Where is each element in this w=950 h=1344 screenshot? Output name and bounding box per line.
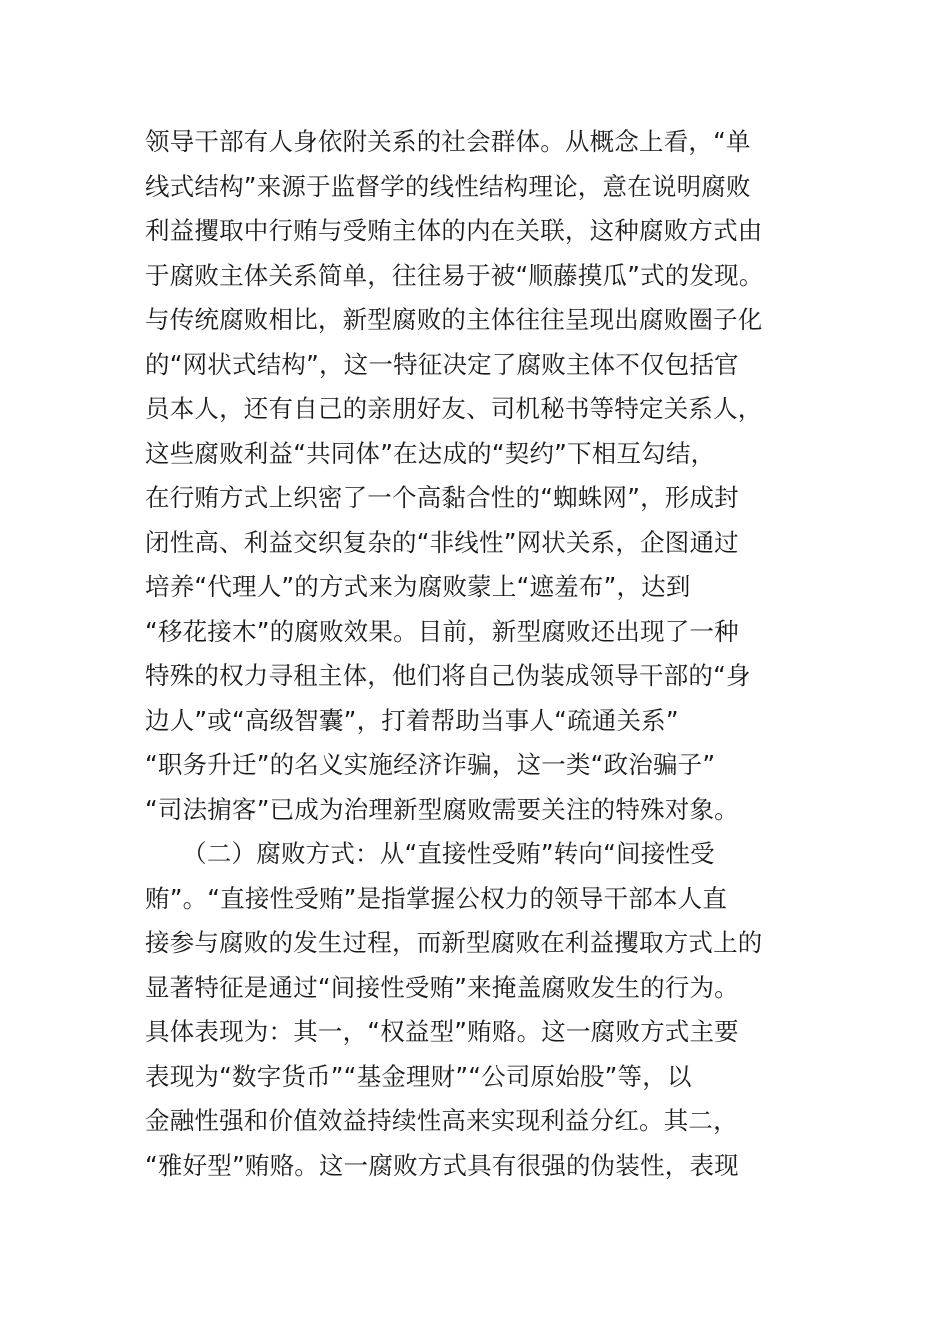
text-line: “移花接木”的腐败效果。目前，新型腐败还出现了一种 [145, 616, 739, 646]
text-line: 贿”。“直接性受贿”是指掌握公权力的领导干部本人直 [145, 883, 728, 913]
text-line: “司法掮客”已成为治理新型腐败需要关注的特殊对象。 [145, 794, 739, 824]
text-line: 利益攫取中行贿与受贿主体的内在关联，这种腐败方式由 [145, 216, 763, 245]
text-line: 培养“代理人”的方式来为腐败蒙上“遮羞布”，达到 [145, 572, 691, 601]
text-line: 具体表现为：其一，“权益型”贿赂。这一腐败方式主要 [145, 1017, 739, 1046]
text-line: “雅好型”贿赂。这一腐败方式具有很强的伪装性，表现 [145, 1150, 739, 1180]
text-line: 接参与腐败的发生过程，而新型腐败在利益攫取方式上的 [145, 928, 763, 957]
text-line: 线式结构”来源于监督学的线性结构理论，意在说明腐败 [145, 171, 751, 201]
body-text [145, 120, 805, 1188]
text-line: 的“网状式结构”，这一特征决定了腐败主体不仅包括官 [145, 349, 739, 379]
text-line: 闭性高、利益交织复杂的“非线性”网状关系，企图通过 [145, 527, 739, 557]
text-line: 边人”或“高级智囊”，打着帮助当事人“疏通关系” [145, 705, 679, 735]
text-line: 领导干部有人身依附关系的社会群体。从概念上看，“单 [145, 127, 751, 156]
text-line: 显著特征是通过“间接性受贿”来掩盖腐败发生的行为。 [145, 972, 739, 1002]
text-line: 与传统腐败相比，新型腐败的主体往往呈现出腐败圈子化 [145, 305, 763, 334]
text-line: 这些腐败利益“共同体”在达成的“契约”下相互勾结， [145, 438, 716, 468]
text-line: 表现为“数字货币”“基金理财”“公司原始股”等，以 [145, 1061, 692, 1091]
text-line: 金融性强和价值效益持续性高来实现利益分红。其二， [145, 1106, 738, 1135]
section-heading-line: （二）腐败方式：从“直接性受贿”转向“间接性受 [145, 839, 715, 868]
text-line: 在行贿方式上织密了一个高黏合性的“蜘蛛网”，形成封 [145, 483, 739, 512]
text-line: 特殊的权力寻租主体，他们将自己伪装成领导干部的“身 [145, 661, 751, 690]
text-line: 于腐败主体关系简单，往往易于被“顺藤摸瓜”式的发现。 [145, 260, 764, 290]
text-line: 员本人，还有自己的亲朋好友、司机秘书等特定关系人， [145, 394, 763, 423]
text-line: “职务升迁”的名义实施经济诈骗，这一类“政治骗子” [145, 750, 716, 779]
